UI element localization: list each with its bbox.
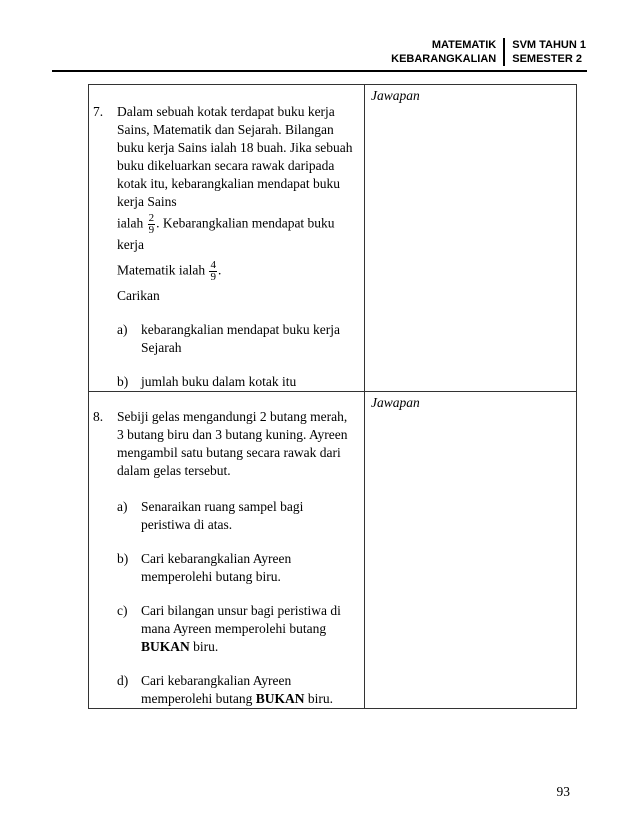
sub-question-a: a) Senaraikan ruang sampel bagi peristiwa di atas. [117,499,304,532]
page-header [391,38,586,66]
question-number: 7. [93,104,104,119]
fraction-line-2: Matematik ialah $\frac{4}{9}$ . [117,259,222,283]
question-cell [89,85,365,392]
question-intro: Dalam sebuah kotak terdapat buku kerja Sains, Matematik dan Sejarah. Bilangan buku kerja Sains ialah 18 buah. Jika sebuah buku dikeluarkan secara rawak daripada kotak itu, kebarangkalian mendapat buku kerja Sains [117,104,353,209]
answer-cell[interactable] [365,85,577,392]
question-number: 8. [93,409,104,424]
subject-line-1: MATEMATIK [431,39,497,51]
question-table [88,84,577,709]
fraction-2-9: $\frac{2}{9}$ [148,212,155,236]
level-line-2: SEMESTER 2 [512,53,582,65]
question-cell [89,392,365,709]
level-label [505,38,586,66]
sub-question-c: c) Cari bilangan unsur bagi peristiwa di mana Ayreen memperolehi butang BUKAN biru. [117,603,341,654]
question-row-8 [89,392,577,709]
sub-question-b: b) jumlah buku dalam kotak itu [117,374,297,389]
sub-question-d: d) Cari kebarangkalian Ayreen memperolehi butang BUKAN biru. [117,673,333,706]
question-row-7 [89,85,577,392]
subject-label [391,38,503,66]
answer-cell[interactable] [365,392,577,709]
question-prompt: Carikan [117,288,160,303]
fraction-4-9: $\frac{4}{9}$ [210,259,216,283]
sub-question-a: a) kebarangkalian mendapat buku kerja Sejarah [117,322,341,355]
answer-label: Jawapan [371,88,420,103]
subject-line-2: KEBARANGKALIAN [391,53,497,65]
answer-label: Jawapan [371,395,420,410]
question-intro: Sebiji gelas mengandungi 2 butang merah, 3 butang biru dan 3 butang kuning. Ayreen mengambil satu butang secara rawak dari dalam gelas tersebut. [117,409,348,478]
level-line-1: SVM TAHUN 1 [512,39,586,51]
fraction-line-1: ialah $\frac{2}{9}$ . Kebarangkalian mendapat buku kerja [117,212,335,252]
sub-question-b: b) Cari kebarangkalian Ayreen memperolehi butang biru. [117,551,292,584]
page-number: 93 [556,784,570,799]
header-rule [52,70,587,72]
